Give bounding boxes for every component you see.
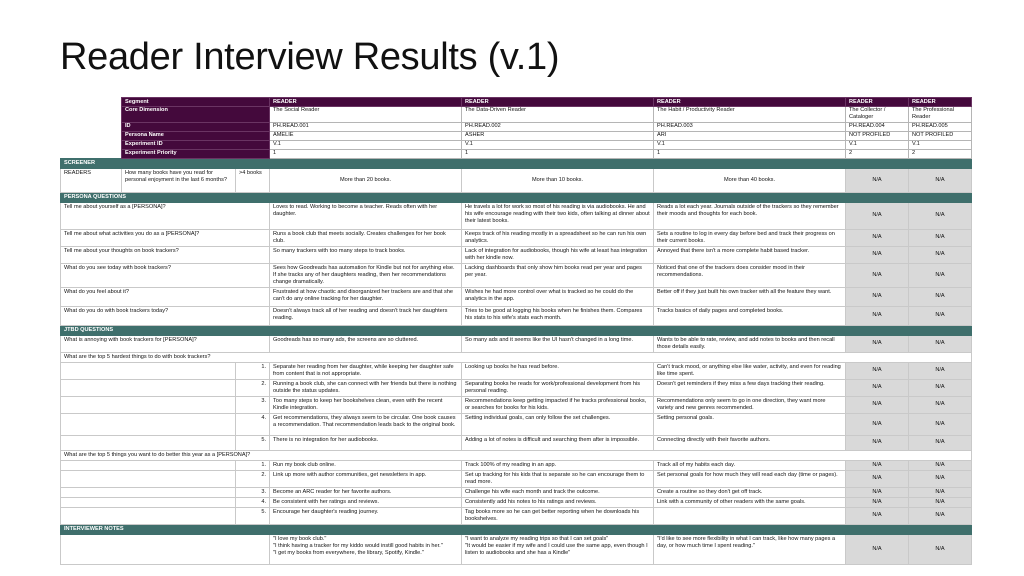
question-cell: What are the top 5 things you want to do better this year as a [PERSONA]?	[61, 450, 972, 460]
answer-cell: N/A	[909, 507, 972, 524]
jtbd-list-row	[61, 487, 972, 497]
quote-line: "I want to analyze my reading trips so that I can set goals"	[465, 535, 609, 542]
item-number: 3.	[236, 487, 270, 497]
answer-cell: So many ads and it seems like the UI hasn't changed in a long time.	[462, 335, 654, 352]
answer-cell: N/A	[846, 246, 909, 263]
header-value: ARI	[654, 131, 846, 140]
answer-cell: N/A	[909, 396, 972, 413]
header-value: PH.READ.003	[654, 122, 846, 131]
section-header: INTERVIEWER NOTES	[61, 524, 972, 534]
answer-cell: Get recommendations, they always seem to be circular. One book causes a recommendation. That recommendation leads back to the original book.	[270, 413, 462, 435]
header-value: PH.READ.002	[462, 122, 654, 131]
header-value: The Data-Driven Reader	[462, 106, 654, 122]
question-cell: What do you feel about it?	[61, 287, 270, 306]
persona-question-row	[61, 246, 972, 263]
answer-cell: N/A	[909, 229, 972, 246]
row-spacer	[61, 396, 236, 413]
quote-line: "I think having a tracker for my kiddo would instill good habits in her."	[273, 542, 443, 549]
jtbd-list-row	[61, 362, 972, 379]
item-number: 4.	[236, 413, 270, 435]
header-value: 1	[462, 149, 654, 158]
header-value: The Social Reader	[270, 106, 462, 122]
header-value: 1	[270, 149, 462, 158]
header-label: ID	[122, 122, 270, 131]
header-row-segment	[61, 98, 972, 107]
screener-criteria: >4 books	[236, 168, 270, 192]
header-value: The Collector / Cataloger	[846, 106, 909, 122]
interview-results-table	[60, 97, 972, 565]
quote-line: "I'd like to see more flexibility in what I can track, like how many pages a day, or how much time I spent reading."	[657, 535, 836, 549]
section-interviewer_notes	[61, 524, 972, 534]
answer-cell: Adding a lot of notes is difficult and searching them after is impossible.	[462, 435, 654, 450]
answer-cell: N/A	[909, 202, 972, 229]
answer-cell: Tracks basics of daily pages and completed books.	[654, 306, 846, 325]
answer-cell: N/A	[909, 335, 972, 352]
section-header: SCREENER	[61, 158, 972, 168]
header-spacer	[61, 122, 122, 131]
header-value: READER	[909, 98, 972, 107]
answer-cell: N/A	[909, 379, 972, 396]
answer-cell: Doesn't get reminders if they miss a few days tracking their reading.	[654, 379, 846, 396]
answer-cell: Track all of my habits each day.	[654, 460, 846, 470]
answer-cell: Reads a lot each year. Journals outside of the trackers so they remember their moods and thoughts for each book.	[654, 202, 846, 229]
item-number: 5.	[236, 435, 270, 450]
answer-cell: N/A	[909, 263, 972, 287]
answer-cell: Set personal goals for how much they will read each day (time or pages).	[654, 470, 846, 487]
answer-cell: Be consistent with her ratings and reviews.	[270, 497, 462, 507]
header-spacer	[61, 98, 122, 107]
header-spacer	[61, 106, 122, 122]
notes-cell	[654, 534, 846, 564]
header-label: Core Dimension	[122, 106, 270, 122]
answer-cell: N/A	[846, 413, 909, 435]
header-value: READER	[654, 98, 846, 107]
answer-cell: N/A	[909, 168, 972, 192]
answer-cell: Frustrated at how chaotic and disorganized her trackers are and that she can't do any online tracking for her daughter.	[270, 287, 462, 306]
answer-cell: N/A	[909, 534, 972, 564]
answer-cell: Sees how Goodreads has automation for Kindle but not for anything else. If she tracks any of her daughters reading, then her recommendations change dramatically.	[270, 263, 462, 287]
answer-cell: More than 40 books.	[654, 168, 846, 192]
header-row-persona	[61, 131, 972, 140]
jtbd-list-row	[61, 379, 972, 396]
row-spacer	[61, 507, 236, 524]
answer-cell: N/A	[846, 507, 909, 524]
answer-cell: Annoyed that there isn't a more complete habit based tracker.	[654, 246, 846, 263]
header-row-id	[61, 122, 972, 131]
header-label: Experiment ID	[122, 140, 270, 149]
quote-line: "I get my books from everywhere, the library, Spotify, Kindle."	[273, 549, 424, 556]
answer-cell: N/A	[909, 287, 972, 306]
jtbd-list-title-row	[61, 450, 972, 460]
answer-cell: N/A	[846, 263, 909, 287]
jtbd-list-row	[61, 460, 972, 470]
header-value: The Professional Reader	[909, 106, 972, 122]
answer-cell	[654, 507, 846, 524]
item-number: 3.	[236, 396, 270, 413]
answer-cell: N/A	[846, 487, 909, 497]
item-number: 1.	[236, 460, 270, 470]
row-spacer	[61, 534, 270, 564]
section-screener	[61, 158, 972, 168]
row-spacer	[61, 435, 236, 450]
answer-cell: Recommendations only seem to go in one direction, they want more variety and new genres recommended.	[654, 396, 846, 413]
screener-row	[61, 168, 972, 192]
answer-cell: N/A	[909, 470, 972, 487]
answer-cell: N/A	[909, 460, 972, 470]
row-spacer	[61, 497, 236, 507]
answer-cell: Separating books he reads for work/professional development from his personal reading.	[462, 379, 654, 396]
header-value: 2	[909, 149, 972, 158]
answer-cell: Create a routine so they don't get off track.	[654, 487, 846, 497]
answer-cell: More than 10 books.	[462, 168, 654, 192]
question-cell: Tell me about your thoughts on book trackers?	[61, 246, 270, 263]
answer-cell: N/A	[909, 487, 972, 497]
answer-cell: N/A	[846, 435, 909, 450]
answer-cell: Can't track mood, or anything else like water, activity, and even for reading like time spent.	[654, 362, 846, 379]
answer-cell: N/A	[846, 229, 909, 246]
answer-cell: Recommendations keep getting impacted if he tracks professional books, or searches for books for his kids.	[462, 396, 654, 413]
answer-cell: Doesn't always track all of her reading and doesn't track her daughters reading.	[270, 306, 462, 325]
jtbd-list-row	[61, 396, 972, 413]
item-number: 5.	[236, 507, 270, 524]
header-spacer	[61, 131, 122, 140]
persona-question-row	[61, 287, 972, 306]
screener-group: READERS	[61, 168, 122, 192]
answer-cell: N/A	[846, 379, 909, 396]
answer-cell: Keeps track of his reading mostly in a spreadsheet so he can run his own analytics.	[462, 229, 654, 246]
answer-cell: Looking up books he has read before.	[462, 362, 654, 379]
answer-cell: Setting personal goals.	[654, 413, 846, 435]
answer-cell: Setting individual goals, can only follow the set challenges.	[462, 413, 654, 435]
question-cell: What are the top 5 hardest things to do with book trackers?	[61, 352, 972, 362]
header-value: NOT PROFILED	[846, 131, 909, 140]
answer-cell: So many trackers with too many steps to track books.	[270, 246, 462, 263]
section-jtbd_questions	[61, 325, 972, 335]
jtbd-annoying-row	[61, 335, 972, 352]
section-persona_questions	[61, 192, 972, 202]
quote-line: "It would be easier if my wife and I could use the same app, even though I listen to audiobooks and she has a Kindle"	[465, 542, 648, 556]
header-row-exp_priority	[61, 149, 972, 158]
section-header: JTBD QUESTIONS	[61, 325, 972, 335]
question-cell: What do you do with book trackers today?	[61, 306, 270, 325]
jtbd-list-row	[61, 435, 972, 450]
answer-cell: Run my book club online.	[270, 460, 462, 470]
answer-cell: Connecting directly with their favorite authors.	[654, 435, 846, 450]
header-value: ASHER	[462, 131, 654, 140]
persona-question-row	[61, 306, 972, 325]
header-value: V.1	[654, 140, 846, 149]
answer-cell: N/A	[909, 413, 972, 435]
answer-cell: Sets a routine to log in every day before bed and track their progress on their current books.	[654, 229, 846, 246]
header-label: Experiment Priority	[122, 149, 270, 158]
header-value: V.1	[846, 140, 909, 149]
quote-line: "I love my book club."	[273, 535, 327, 542]
answer-cell: N/A	[846, 168, 909, 192]
section-header: PERSONA QUESTIONS	[61, 192, 972, 202]
row-spacer	[61, 487, 236, 497]
notes-cell	[462, 534, 654, 564]
answer-cell: N/A	[909, 435, 972, 450]
answer-cell: Runs a book club that meets socially. Creates challenges for her book club.	[270, 229, 462, 246]
answer-cell: N/A	[909, 497, 972, 507]
answer-cell: Wants to be able to rate, review, and add notes to books and then recall those details easily.	[654, 335, 846, 352]
item-number: 2.	[236, 379, 270, 396]
answer-cell: More than 20 books.	[270, 168, 462, 192]
row-spacer	[61, 460, 236, 470]
header-value: READER	[846, 98, 909, 107]
jtbd-list-row	[61, 507, 972, 524]
answer-cell: Better off if they just built his own tracker with all the feature they want.	[654, 287, 846, 306]
answer-cell: N/A	[846, 335, 909, 352]
header-value: PH.READ.005	[909, 122, 972, 131]
header-value: PH.READ.001	[270, 122, 462, 131]
answer-cell: Noticed that one of the trackers does consider mood in their recommendations.	[654, 263, 846, 287]
answer-cell: Set up tracking for his kids that is separate so he can encourage them to read more.	[462, 470, 654, 487]
answer-cell: Lacking dashboards that only show him books read per year and pages per year.	[462, 263, 654, 287]
screener-question: How many books have you read for personal enjoyment in the last 6 months?	[122, 168, 236, 192]
row-spacer	[61, 470, 236, 487]
answer-cell: Track 100% of my reading in an app.	[462, 460, 654, 470]
row-spacer	[61, 362, 236, 379]
question-cell: Tell me about yourself as a [PERSONA]?	[61, 202, 270, 229]
answer-cell: N/A	[846, 460, 909, 470]
header-value: V.1	[909, 140, 972, 149]
row-spacer	[61, 413, 236, 435]
answer-cell: Link with a community of other readers with the same goals.	[654, 497, 846, 507]
answer-cell: There is no integration for her audiobooks.	[270, 435, 462, 450]
answer-cell: Lack of integration for audiobooks, though his wife at least has integration with her kindle now.	[462, 246, 654, 263]
answer-cell: Consistently add his notes to his ratings and reviews.	[462, 497, 654, 507]
header-value: 2	[846, 149, 909, 158]
answer-cell: Wishes he had more control over what is tracked so he could do the analytics in the app.	[462, 287, 654, 306]
row-spacer	[61, 379, 236, 396]
item-number: 1.	[236, 362, 270, 379]
header-value: The Habit / Productivity Reader	[654, 106, 846, 122]
persona-question-row	[61, 229, 972, 246]
answer-cell: Become an ARC reader for her favorite authors.	[270, 487, 462, 497]
answer-cell: Separate her reading from her daughter, while keeping her daughter safe from content that is not appropriate.	[270, 362, 462, 379]
question-cell: What do you see today with book trackers?	[61, 263, 270, 287]
answer-cell: Loves to read. Working to become a teacher. Reads often with her daughter.	[270, 202, 462, 229]
header-value: V.1	[462, 140, 654, 149]
answer-cell: Goodreads has so many ads, the screens are so cluttered.	[270, 335, 462, 352]
persona-question-row	[61, 263, 972, 287]
page-title: Reader Interview Results (v.1)	[60, 36, 560, 78]
header-spacer	[61, 149, 122, 158]
answer-cell: Too many steps to keep her bookshelves clean, even with the recent Kindle integration.	[270, 396, 462, 413]
header-value: READER	[462, 98, 654, 107]
answer-cell: N/A	[846, 470, 909, 487]
header-spacer	[61, 140, 122, 149]
answer-cell: N/A	[846, 497, 909, 507]
persona-question-row	[61, 202, 972, 229]
header-row-exp_id	[61, 140, 972, 149]
header-label: Persona Name	[122, 131, 270, 140]
header-value: READER	[270, 98, 462, 107]
answer-cell: Running a book club, she can connect with her friends but there is nothing outside the status updates.	[270, 379, 462, 396]
answer-cell: N/A	[909, 362, 972, 379]
answer-cell: N/A	[909, 306, 972, 325]
answer-cell: N/A	[846, 362, 909, 379]
header-value: AMELIE	[270, 131, 462, 140]
item-number: 4.	[236, 497, 270, 507]
jtbd-list-row	[61, 413, 972, 435]
answer-cell: N/A	[846, 202, 909, 229]
answer-cell: N/A	[846, 287, 909, 306]
question-cell: What is annoying with book trackers for [PERSONA]?	[61, 335, 270, 352]
answer-cell: Tries to be good at logging his books when he finishes them. Compares his stats to his wife's stats each month.	[462, 306, 654, 325]
answer-cell: N/A	[846, 396, 909, 413]
header-row-core	[61, 106, 972, 122]
notes-cell	[270, 534, 462, 564]
header-label: Segment	[122, 98, 270, 107]
header-value: V.1	[270, 140, 462, 149]
header-value: NOT PROFILED	[909, 131, 972, 140]
answer-cell: N/A	[846, 306, 909, 325]
jtbd-list-title-row	[61, 352, 972, 362]
interviewer-notes-row	[61, 534, 972, 564]
question-cell: Tell me about what activities you do as a [PERSONA]?	[61, 229, 270, 246]
answer-cell: N/A	[909, 246, 972, 263]
answer-cell: N/A	[846, 534, 909, 564]
answer-cell: Encourage her daughter's reading journey.	[270, 507, 462, 524]
header-value: 1	[654, 149, 846, 158]
jtbd-list-row	[61, 470, 972, 487]
jtbd-list-row	[61, 497, 972, 507]
answer-cell: Challenge his wife each month and track the outcome.	[462, 487, 654, 497]
header-value: PH.READ.004	[846, 122, 909, 131]
item-number: 2.	[236, 470, 270, 487]
answer-cell: Link up more with author communities, get newsletters in app.	[270, 470, 462, 487]
answer-cell: He travels a lot for work so most of his reading is via audiobooks. He and his wife encourage reading with their two kids, often talking at dinner about their latest books.	[462, 202, 654, 229]
answer-cell: Tag books more so he can get better reporting when he downloads his bookshelves.	[462, 507, 654, 524]
